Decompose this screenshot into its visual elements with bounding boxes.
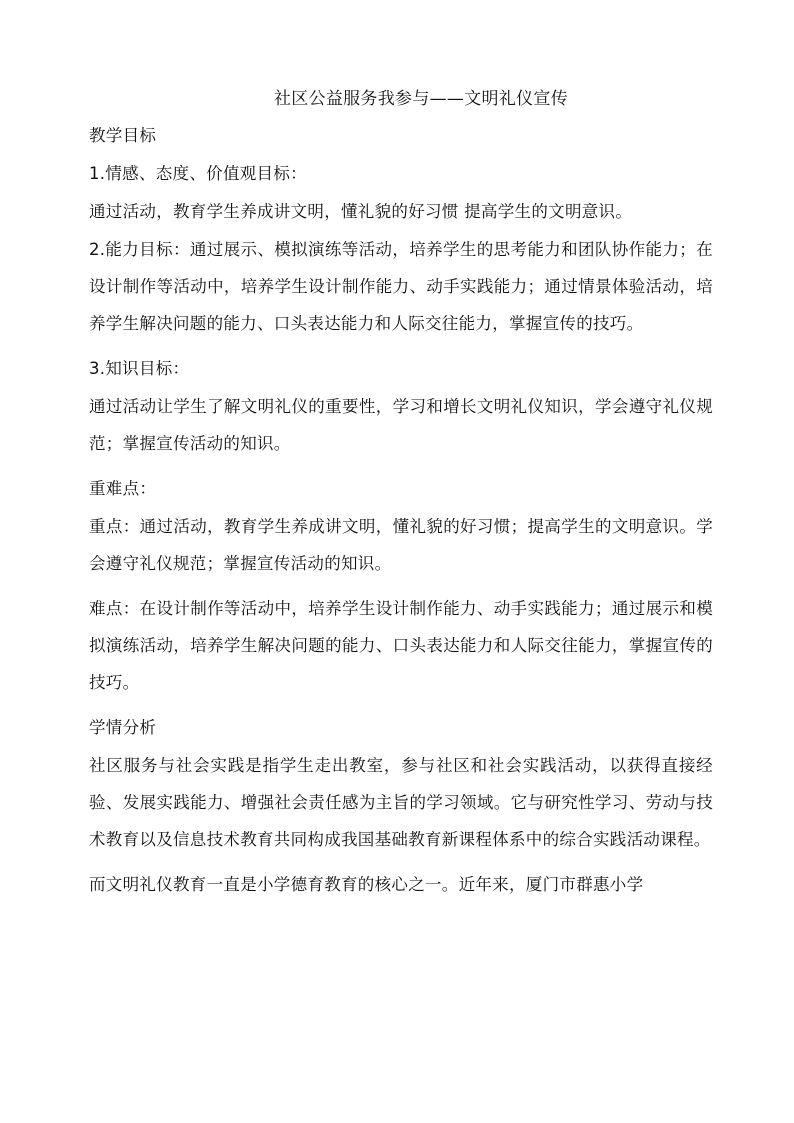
objective-2-text: 2.能力目标：通过展示、模拟演练等活动，培养学生的思考能力和团队协作能力；在设计制作等活动中，培养学生设计制作能力、动手实践能力；通过情景体验活动，培养学生解决问题的能力、口头表达能力和人际交往能力，掌握宣传的技巧。 — [89, 240, 713, 333]
objective-3-text: 通过活动让学生了解文明礼仪的重要性，学习和增长文明礼仪知识，学会遵守礼仪规范；掌握宣传活动的知识。 — [89, 397, 713, 453]
difficult-points-text: 难点：在设计制作等活动中，培养学生设计制作能力、动手实践能力；通过展示和模拟演练活动，培养学生解决问题的能力、口头表达能力和人际交往能力，掌握宣传的技巧。 — [89, 599, 713, 692]
key-points-text: 重点：通过活动，教育学生养成讲文明，懂礼貌的好习惯；提高学生的文明意识。学会遵守礼仪规范；掌握宣传活动的知识。 — [89, 517, 713, 573]
learner-analysis-text: 社区服务与社会实践是指学生走出教室，参与社区和社会实践活动，以获得直接经验、发展实践能力、增强社会责任感为主旨的学习领域。它与研究性学习、劳动与技术教育以及信息技术教育共同构成我国基础教育新课程体系中的综合实践活动课程。 — [89, 756, 713, 849]
objective-3-heading: 3.知识目标： — [89, 359, 190, 378]
document-title: 社区公益服务我参与——文明礼仪宣传 — [273, 89, 569, 109]
etiquette-education-text: 而文明礼仪教育一直是小学德育教育的核心之一。近年来，厦门市群惠小学 — [89, 875, 644, 894]
heading-learner-analysis: 学情分析 — [89, 718, 157, 737]
document-body — [89, 84, 713, 919]
heading-key-difficult-points: 重难点： — [89, 479, 157, 498]
heading-teaching-objectives: 教学目标 — [89, 126, 157, 145]
objective-1-heading: 1.情感、态度、价值观目标： — [89, 164, 307, 183]
objective-1-text: 通过活动，教育学生养成讲文明，懂礼貌的好习惯 提高学生的文明意识。 — [89, 202, 633, 221]
